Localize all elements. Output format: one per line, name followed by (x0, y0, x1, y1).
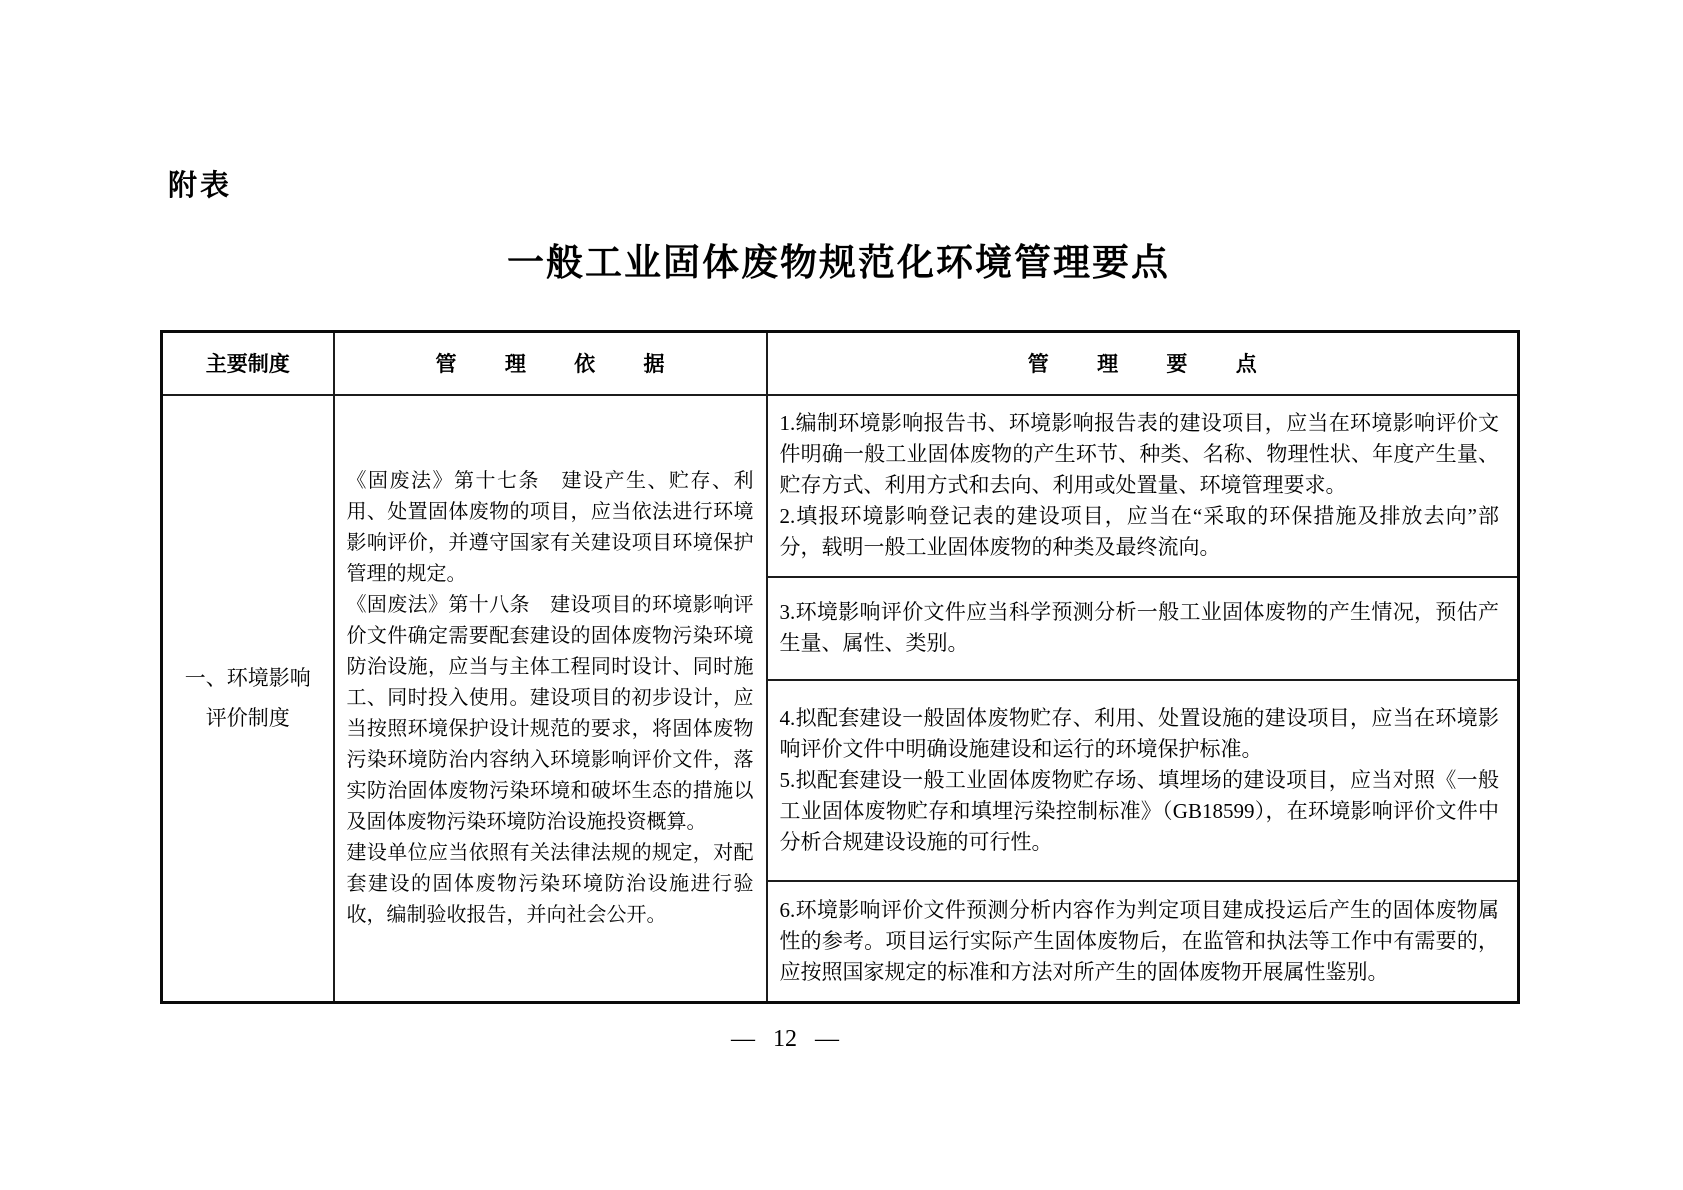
table-header-row (162, 332, 1519, 395)
basis-text-block (347, 466, 754, 931)
point-item-1: 1.编制环境影响报告书、环境影响报告表的建设项目，应当在环境影响评价文件明确一般工业固体废物的产生环节、种类、名称、物理性状、年度产生量、贮存方式、利用方式和去向、利用或处置量、环境管理要求。 (779, 411, 1499, 497)
point-item-2: 2.填报环境影响登记表的建设项目，应当在“采取的环保措施及排放去向”部分，载明一般工业固体废物的种类及最终流向。 (779, 504, 1499, 559)
column-header-management-basis (334, 332, 767, 395)
point-item-4: 4.拟配套建设一般固体废物贮存、利用、处置设施的建设项目，应当在环境影响评价文件中明确设施建设和运行的环境保护标准。 (779, 705, 1499, 761)
attachment-table-label: 附表 (168, 170, 233, 202)
column-header-main-system (162, 332, 334, 395)
cell-points-group-3 (767, 680, 1519, 881)
basis-paragraph-3: 建设单位应当依照有关法律法规的规定，对配套建设的固体废物污染环境防治设施进行验收，编制验收报告，并向社会公开。 (346, 841, 754, 926)
cell-points-group-1 (767, 395, 1519, 577)
table-body-row-1 (162, 395, 1519, 577)
point-item-6: 6.环境影响评价文件预测分析内容作为判定项目建成投运后产生的固体废物属性的参考。项目运行实际产生固体废物后，在监管和执法等工作中有需要的，应按照国家规定的标准和方法对所产生的固体废物开展属性鉴别。 (779, 897, 1499, 984)
document-title: 一般工业固体废物规范化环境管理要点 (507, 242, 1170, 283)
management-points-table (160, 330, 1520, 1004)
column-header-management-points (767, 332, 1519, 395)
point-item-5: 5.拟配套建设一般工业固体废物贮存场、填埋场的建设项目，应当对照《一般工业固体废物贮存和填埋污染控制标准》（GB18599），在环境影响评价文件中分析合规建设设施的可行性。 (779, 767, 1499, 854)
page-number: — 12 — (731, 1026, 839, 1052)
cell-points-group-2 (767, 577, 1519, 680)
cell-main-system (162, 395, 334, 1003)
column-header-management-basis-label: 管理依据 (435, 353, 713, 377)
cell-management-basis (334, 395, 767, 1003)
column-header-management-points-label: 管理要点 (1027, 353, 1305, 377)
point-item-3: 3.环境影响评价文件应当科学预测分析一般工业固体废物的产生情况，预估产生量、属性、类别。 (779, 600, 1499, 655)
basis-paragraph-1: 《固废法》第十七条 建设产生、贮存、利用、处置固体废物的项目，应当依法进行环境影响评价，并遵守国家有关建设项目环境保护管理的规定。 (346, 469, 754, 585)
system-name-text: 一、环境影响评价制度 (184, 666, 311, 731)
column-header-main-system-label: 主要制度 (205, 353, 290, 377)
basis-paragraph-2: 《固废法》第十八条 建设项目的环境影响评价文件确定需要配套建设的固体废物污染环境防治设施，应当与主体工程同时设计、同时施工、同时投入使用。建设项目的初步设计，应当按照环境保护设计规范的要求，将固体废物污染环境防治内容纳入环境影响评价文件，落实防治固体废物污染环境和破坏生态的措施以及固体废物污染环境防治设施投资概算。 (346, 593, 754, 833)
cell-points-group-4 (767, 881, 1519, 1003)
